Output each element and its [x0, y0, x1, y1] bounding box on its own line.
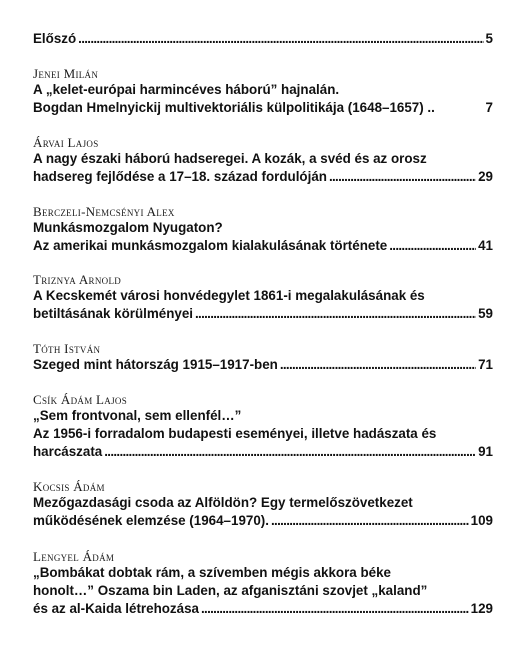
page-number: 71 [478, 357, 493, 372]
toc-title: Az amerikai munkásmozgalom kialakulásának története [33, 238, 388, 253]
toc-entry [33, 205, 493, 255]
leader-dots [201, 600, 469, 618]
toc-title-line: A Kecskemét városi honvédegylet 1861-i megalakulásának és [33, 288, 425, 303]
toc-title: Bogdan Hmelnyickij multivektoriális külpolitikája (1648–1657) .. [33, 100, 435, 115]
leader-dots [78, 30, 483, 48]
page-number: 41 [478, 238, 493, 253]
leader-dots [389, 237, 476, 255]
toc-title: harcászata [33, 444, 103, 459]
toc-title-line: A nagy északi háború hadseregei. A kozák, a svéd és az orosz [33, 151, 427, 166]
page-number: 109 [470, 513, 493, 528]
author-name: Lengyel Ádám [33, 549, 115, 564]
leader-dots [104, 443, 476, 461]
toc-title-line: A „kelet-európai harmincéves háború” hajnalán. [33, 82, 340, 97]
toc-entry-foreword [33, 30, 493, 48]
toc-entry [33, 273, 493, 323]
toc-title: Szeged mint hátország 1915–1917-ben [33, 357, 278, 372]
leader-dots [195, 305, 476, 323]
toc-title: Előszó [33, 31, 77, 46]
toc-line [33, 443, 493, 461]
toc-entry [33, 67, 493, 117]
toc-line [33, 512, 493, 530]
toc-line [33, 168, 493, 186]
toc-title-line: „Sem frontvonal, sem ellenfél…” [33, 408, 242, 423]
author-name: Tóth István [33, 341, 101, 356]
toc-title: működésének elemzése (1964–1970). [33, 513, 269, 528]
toc-entry [33, 393, 493, 461]
author-name: Kocsis Ádám [33, 479, 105, 494]
toc-title: és az al-Kaida létrehozása [33, 601, 199, 616]
author-name: Triznya Arnold [33, 272, 122, 287]
toc-entry [33, 550, 493, 618]
toc-entry [33, 342, 493, 374]
toc-line [33, 99, 493, 117]
author-name: Jenei Milán [33, 66, 99, 81]
toc-line [33, 30, 493, 48]
toc-line [33, 356, 493, 374]
leader-dots [271, 512, 469, 530]
author-name: Árvai Lajos [33, 135, 99, 150]
leader-dots [280, 356, 476, 374]
toc-entry [33, 480, 493, 530]
toc-line [33, 305, 493, 323]
author-name: Csík Ádám Lajos [33, 392, 128, 407]
toc-title: betiltásának körülményei [33, 306, 194, 321]
toc-entry [33, 136, 493, 186]
toc-title-line: „Bombákat dobtak rám, a szívemben mégis akkora béke [33, 565, 391, 580]
page-number: 91 [478, 444, 493, 459]
page-number: 7 [485, 100, 493, 115]
page-number: 29 [478, 169, 493, 184]
page-number: 5 [485, 31, 493, 46]
page-number: 129 [470, 601, 493, 616]
toc-title: hadsereg fejlődése a 17–18. század fordulóján [33, 169, 327, 184]
leader-dots [329, 168, 476, 186]
toc-title-line: Mezőgazdasági csoda az Alföldön? Egy termelőszövetkezet [33, 495, 413, 510]
toc-title-line: Az 1956-i forradalom budapesti eseményei, illetve hadászata és [33, 426, 437, 441]
toc-title-line: honolt…” Oszama bin Laden, az afganisztáni szovjet „kaland” [33, 583, 428, 598]
author-name: Berczeli-Nemcsényi Alex [33, 204, 175, 219]
page-number: 59 [478, 306, 493, 321]
toc-line [33, 237, 493, 255]
toc-title-line: Munkásmozgalom Nyugaton? [33, 220, 223, 235]
toc-line [33, 600, 493, 618]
